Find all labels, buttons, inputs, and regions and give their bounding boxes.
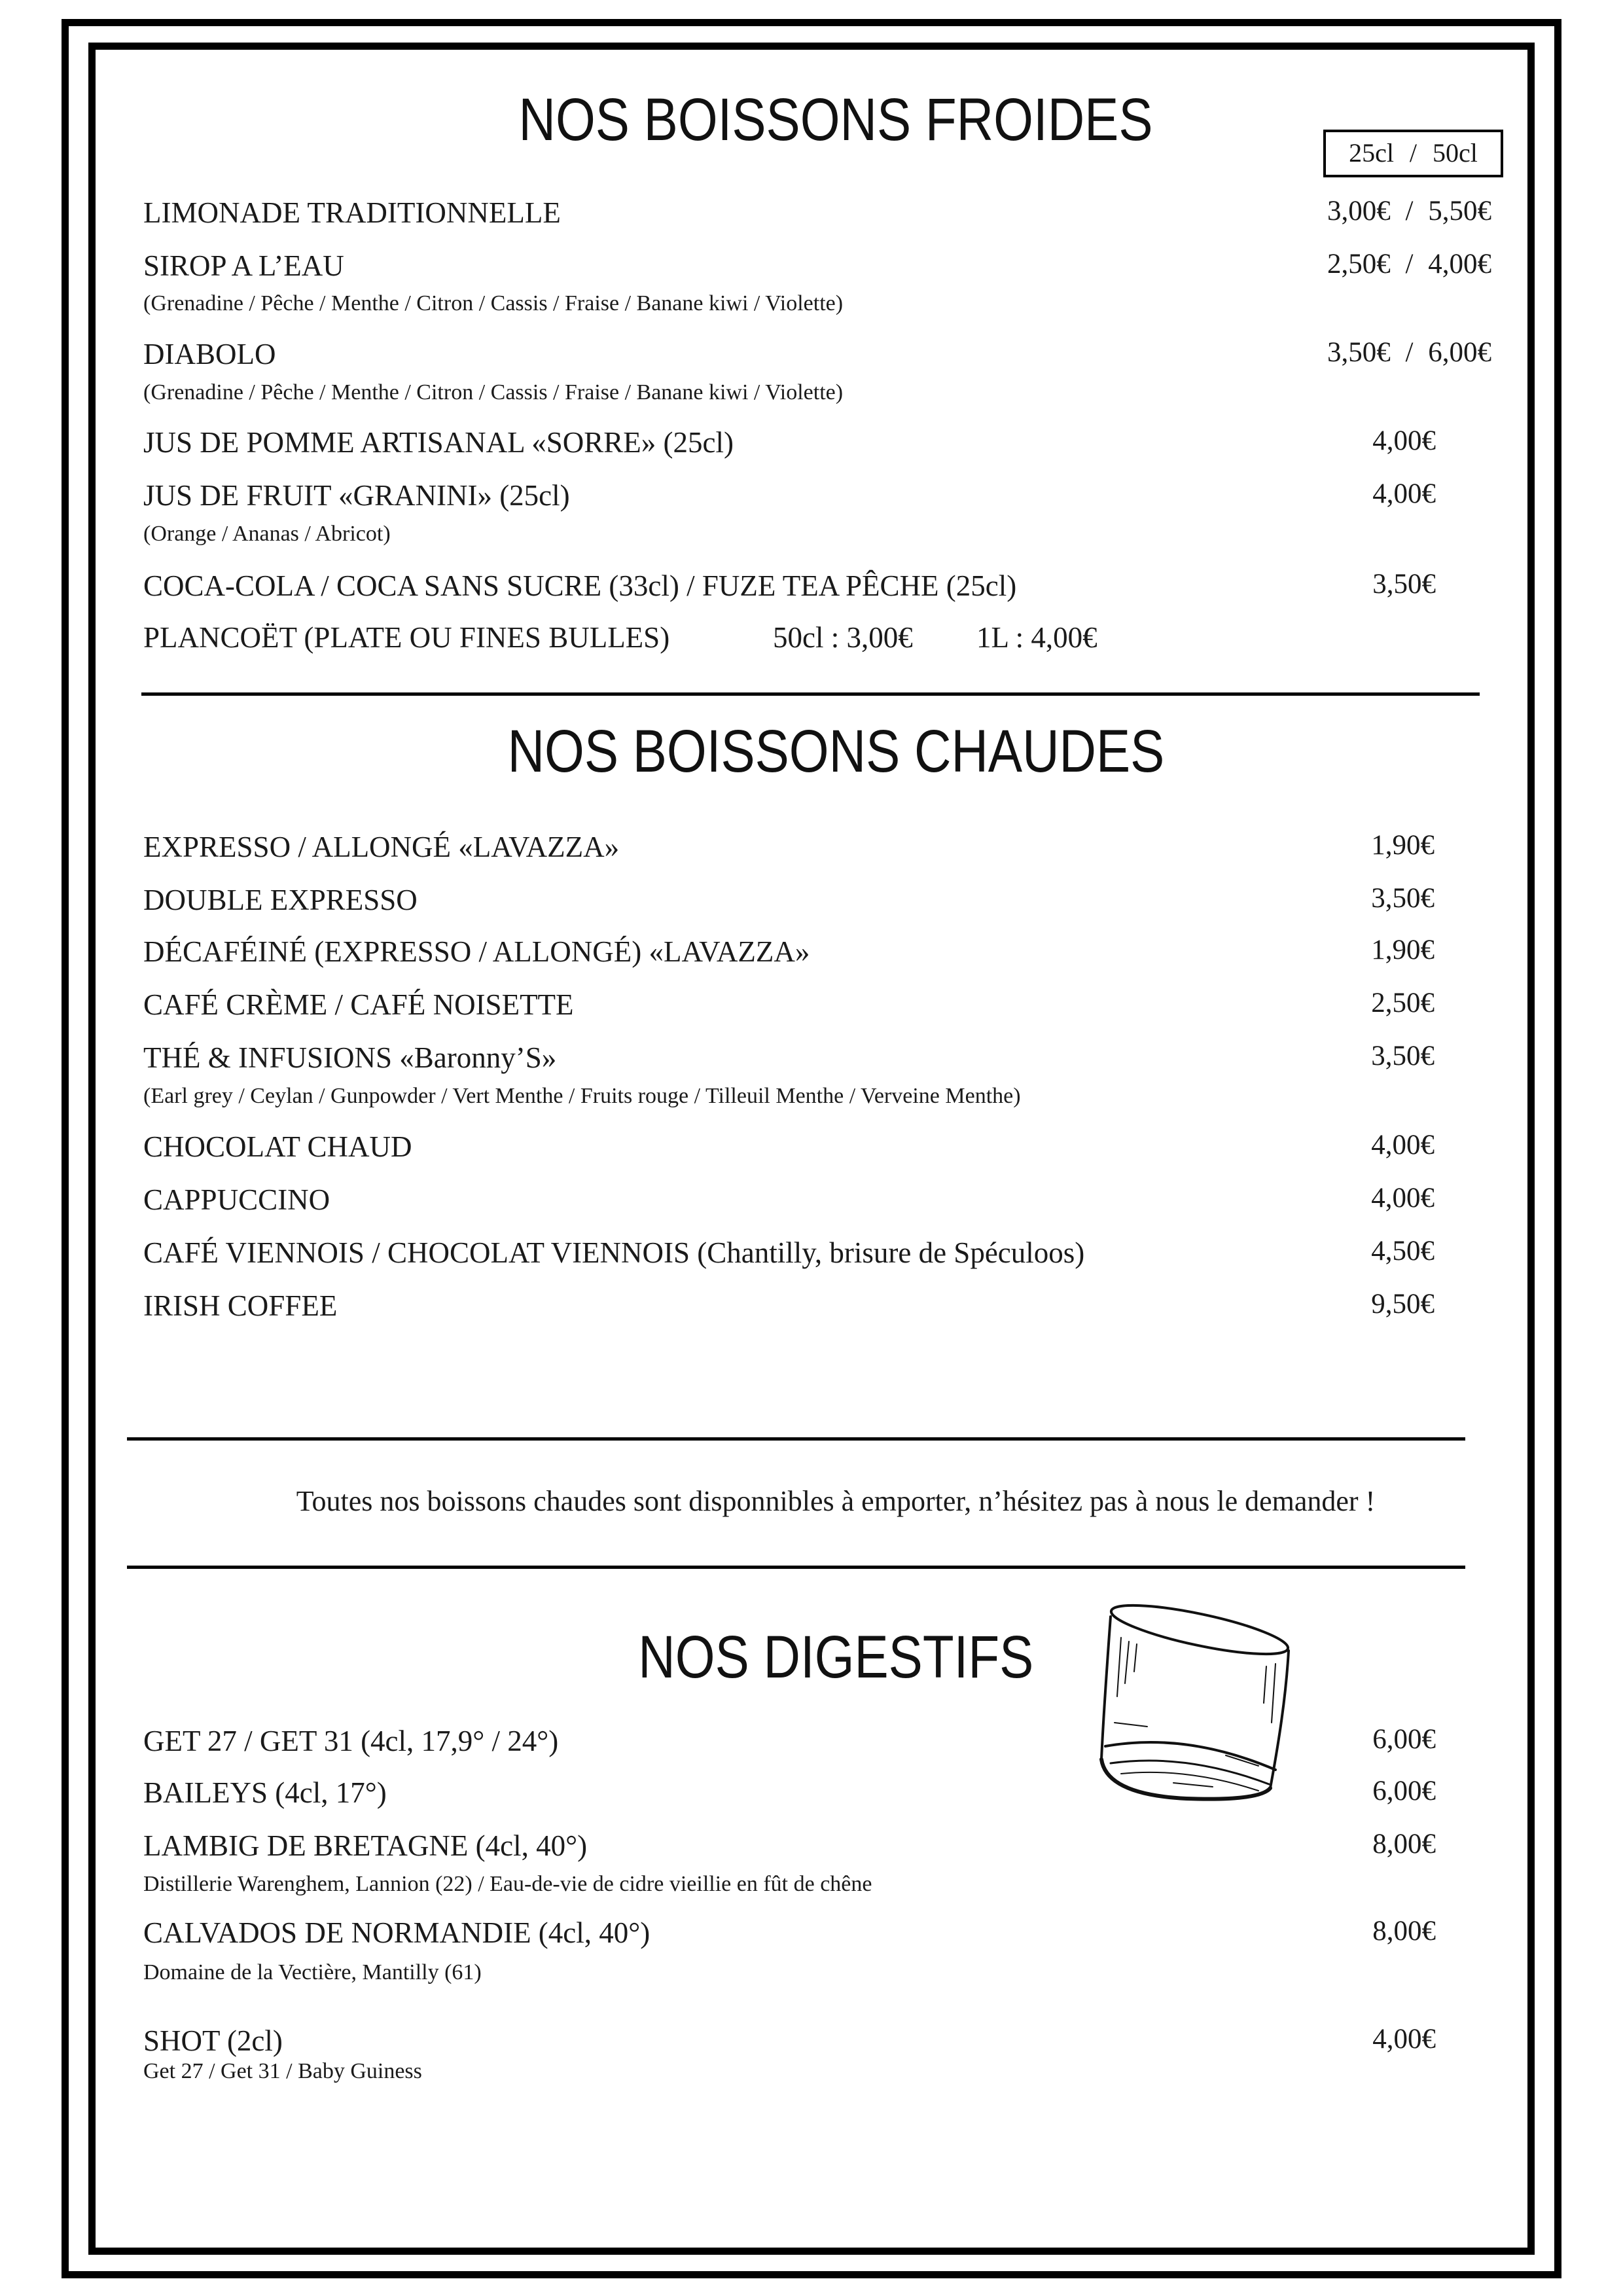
section-divider [127, 1566, 1465, 1569]
menu-item [143, 198, 1491, 231]
digestifs-section-header [181, 1624, 1490, 1691]
item-price: 2,50€ [1371, 988, 1435, 1018]
item-name: LAMBIG DE BRETAGNE (4cl, 40°) [143, 1829, 588, 1862]
menu-item [143, 478, 1436, 514]
item-detail: Get 27 / Get 31 / Baby Guiness [143, 2059, 422, 2083]
section-divider [127, 1437, 1465, 1441]
item-name: BAILEYS (4cl, 17°) [143, 1776, 387, 1809]
item-price: 8,00€ [1372, 1829, 1436, 1859]
menu-item [143, 1185, 1435, 1218]
item-detail: Distillerie Warenghem, Lannion (22) / Eau-de-vie de cidre vieillie en fût de chêne [143, 1872, 872, 1896]
item-name: DIABOLO [143, 338, 276, 370]
item-name: EXPRESSO / ALLONGÉ «LAVAZZA» [143, 831, 620, 863]
menu-item [143, 1778, 1436, 1811]
menu-item [143, 571, 1436, 604]
menu-item [143, 251, 1491, 284]
item-price: 4,00€ [1371, 1130, 1435, 1160]
item-price: 3,50€ [1372, 569, 1436, 600]
item-name: CALVADOS DE NORMANDIE (4cl, 40°) [143, 1916, 651, 1949]
menu-item [143, 1918, 1436, 1951]
menu-item [143, 1724, 1436, 1759]
item-name: CAFÉ VIENNOIS / CHOCOLAT VIENNOIS (Chantilly, brisure de Spéculoos) [143, 1236, 1085, 1269]
item-price: 4,00€ [1372, 478, 1436, 509]
menu-item [143, 1043, 1435, 1076]
menu-item [143, 1238, 1435, 1271]
item-name: CAFÉ CRÈME / CAFÉ NOISETTE [143, 988, 574, 1021]
item-price: 4,00€ [1372, 425, 1436, 456]
item-price: 3,50€ [1371, 883, 1435, 914]
menu-item [143, 1831, 1436, 1864]
item-detail: Domaine de la Vectière, Mantilly (61) [143, 1960, 482, 1984]
takeaway-note: Toutes nos boissons chaudes sont disponnibles à emporter, n’hésitez pas à nous le demander ! [296, 1485, 1376, 1517]
menu-item [143, 2026, 1436, 2059]
item-price-1l: 1L : 4,00€ [976, 621, 1097, 654]
item-price: 3,50€ / 6,00€ [1327, 337, 1491, 368]
item-detail: (Grenadine / Pêche / Menthe / Citron / Cassis / Fraise / Banane kiwi / Violette) [143, 380, 844, 404]
section-title-cold: NOS BOISSONS FROIDES [518, 86, 1153, 153]
item-name: JUS DE POMME ARTISANAL «SORRE» (25cl) [143, 426, 734, 459]
item-price: 8,00€ [1372, 1916, 1436, 1946]
item-name: DÉCAFÉINÉ (EXPRESSO / ALLONGÉ) «LAVAZZA» [143, 935, 810, 968]
item-name: PLANCOËT (PLATE OU FINES BULLES) [143, 621, 670, 654]
item-name: SHOT (2cl) [143, 2024, 283, 2057]
item-name: LIMONADE TRADITIONNELLE [143, 196, 561, 229]
whiskey-glass-icon [1095, 1598, 1293, 1803]
item-price: 4,00€ [1372, 2024, 1436, 2054]
item-detail: (Grenadine / Pêche / Menthe / Citron / Cassis / Fraise / Banane kiwi / Violette) [143, 291, 844, 315]
item-name: THÉ & INFUSIONS «Baronny’S» [143, 1041, 557, 1074]
menu-item [143, 830, 1435, 865]
item-name: GET 27 / GET 31 (4cl, 17,9° / 24°) [143, 1725, 559, 1757]
item-price-50cl: 50cl : 3,00€ [773, 621, 913, 654]
item-price: 6,00€ [1372, 1724, 1436, 1755]
item-detail: (Orange / Ananas / Abricot) [143, 522, 391, 546]
item-price: 9,50€ [1371, 1289, 1435, 1319]
item-name: COCA-COLA / COCA SANS SUCRE (33cl) / FUZE TEA PÊCHE (25cl) [143, 569, 1017, 602]
item-name: DOUBLE EXPRESSO [143, 884, 418, 916]
section-title-digestifs: NOS DIGESTIFS [638, 1624, 1033, 1691]
menu-item [143, 937, 1435, 970]
item-price: 1,90€ [1371, 935, 1435, 965]
item-price: 1,90€ [1371, 830, 1435, 861]
menu-item [143, 990, 1435, 1023]
section-divider [141, 692, 1480, 696]
menu-item [143, 1132, 1435, 1165]
item-name: JUS DE FRUIT «GRANINI» (25cl) [143, 479, 570, 512]
menu-item [143, 337, 1491, 372]
item-price: 2,50€ / 4,00€ [1327, 249, 1491, 279]
item-name: IRISH COFFEE [143, 1289, 338, 1322]
item-price: 4,00€ [1371, 1183, 1435, 1213]
item-name: CHOCOLAT CHAUD [143, 1130, 412, 1163]
item-detail: (Earl grey / Ceylan / Gunpowder / Vert Menthe / Fruits rouge / Tilleuil Menthe / Verveine Menthe) [143, 1084, 1021, 1108]
item-name: SIROP A L’EAU [143, 249, 344, 282]
menu-item [143, 883, 1435, 918]
menu-item [143, 1291, 1435, 1324]
menu-item [143, 425, 1436, 461]
section-title-hot: NOS BOISSONS CHAUDES [507, 718, 1164, 785]
size-header-box: 25cl / 50cl [1323, 130, 1503, 177]
item-price: 4,50€ [1371, 1236, 1435, 1266]
item-price: 6,00€ [1372, 1776, 1436, 1806]
item-price: 3,00€ / 5,50€ [1327, 196, 1491, 226]
hot-drinks-section-header [181, 718, 1490, 785]
item-name: CAPPUCCINO [143, 1183, 330, 1216]
item-price: 3,50€ [1371, 1041, 1435, 1071]
